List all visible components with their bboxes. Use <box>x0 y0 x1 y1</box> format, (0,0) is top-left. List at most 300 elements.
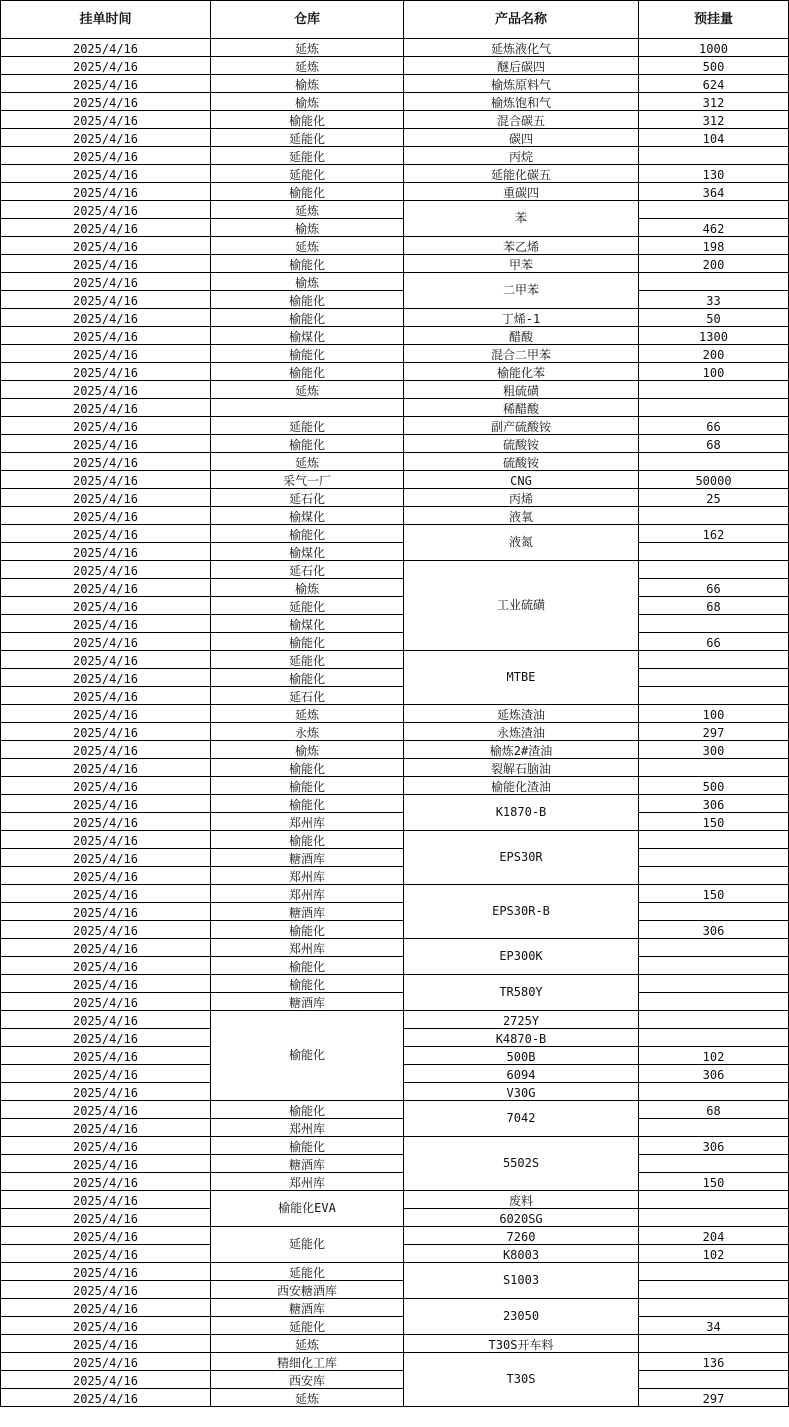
cell-date: 2025/4/16 <box>1 75 211 93</box>
cell-warehouse: 延炼 <box>211 1335 404 1353</box>
table-row <box>1 1353 789 1371</box>
cell-quantity <box>639 957 789 975</box>
cell-quantity <box>639 849 789 867</box>
cell-warehouse: 榆能化 <box>211 795 404 813</box>
cell-quantity: 25 <box>639 489 789 507</box>
column-header-warehouse: 仓库 <box>211 1 404 39</box>
column-header-product: 产品名称 <box>404 1 639 39</box>
cell-warehouse: 榆能化 <box>211 975 404 993</box>
table-row <box>1 741 789 759</box>
table-row <box>1 687 789 705</box>
cell-quantity <box>639 1029 789 1047</box>
table-row <box>1 903 789 921</box>
cell-quantity <box>639 939 789 957</box>
cell-quantity: 200 <box>639 255 789 273</box>
cell-warehouse: 榆能化 <box>211 957 404 975</box>
cell-quantity: 306 <box>639 921 789 939</box>
table-row <box>1 795 789 813</box>
cell-date: 2025/4/16 <box>1 543 211 561</box>
cell-product: 永炼渣油 <box>404 723 639 741</box>
cell-warehouse: 榆能化 <box>211 363 404 381</box>
table-row <box>1 705 789 723</box>
cell-date: 2025/4/16 <box>1 597 211 615</box>
table-row <box>1 363 789 381</box>
cell-warehouse: 榆煤化 <box>211 327 404 345</box>
cell-date: 2025/4/16 <box>1 435 211 453</box>
table-row <box>1 165 789 183</box>
cell-product: 苯乙烯 <box>404 237 639 255</box>
cell-warehouse: 郑州库 <box>211 1119 404 1137</box>
cell-quantity <box>639 1119 789 1137</box>
cell-warehouse: 榆能化 <box>211 777 404 795</box>
cell-warehouse: 延石化 <box>211 687 404 705</box>
cell-date: 2025/4/16 <box>1 723 211 741</box>
cell-warehouse: 榆能化 <box>211 345 404 363</box>
cell-product: 醋酸 <box>404 327 639 345</box>
cell-warehouse: 延能化 <box>211 597 404 615</box>
cell-warehouse: 榆炼 <box>211 579 404 597</box>
cell-quantity <box>639 453 789 471</box>
cell-date: 2025/4/16 <box>1 1065 211 1083</box>
cell-quantity <box>639 1281 789 1299</box>
cell-warehouse: 延炼 <box>211 1389 404 1407</box>
cell-product: 榆炼原料气 <box>404 75 639 93</box>
cell-quantity: 300 <box>639 741 789 759</box>
cell-quantity: 68 <box>639 435 789 453</box>
cell-quantity <box>639 1083 789 1101</box>
cell-quantity: 102 <box>639 1047 789 1065</box>
cell-warehouse: 榆煤化 <box>211 615 404 633</box>
cell-date: 2025/4/16 <box>1 687 211 705</box>
cell-date: 2025/4/16 <box>1 417 211 435</box>
cell-quantity: 312 <box>639 93 789 111</box>
cell-date: 2025/4/16 <box>1 561 211 579</box>
cell-date: 2025/4/16 <box>1 795 211 813</box>
cell-product: 榆能化渣油 <box>404 777 639 795</box>
cell-product: 5502S <box>404 1137 639 1191</box>
table-row <box>1 273 789 291</box>
cell-product: K1870-B <box>404 795 639 831</box>
table-row <box>1 777 789 795</box>
cell-date: 2025/4/16 <box>1 363 211 381</box>
table-row <box>1 921 789 939</box>
cell-quantity <box>639 903 789 921</box>
cell-date: 2025/4/16 <box>1 579 211 597</box>
table-row <box>1 489 789 507</box>
table-row <box>1 579 789 597</box>
cell-warehouse: 延能化 <box>211 417 404 435</box>
cell-date: 2025/4/16 <box>1 921 211 939</box>
cell-warehouse: 郑州库 <box>211 813 404 831</box>
cell-date: 2025/4/16 <box>1 237 211 255</box>
cell-warehouse: 延能化 <box>211 129 404 147</box>
cell-product: 副产硫酸铵 <box>404 417 639 435</box>
cell-warehouse: 郑州库 <box>211 1173 404 1191</box>
cell-quantity: 34 <box>639 1317 789 1335</box>
table-row <box>1 399 789 417</box>
cell-date: 2025/4/16 <box>1 39 211 57</box>
cell-product: 重碳四 <box>404 183 639 201</box>
table-row <box>1 1191 789 1209</box>
cell-date: 2025/4/16 <box>1 1317 211 1335</box>
table-row <box>1 57 789 75</box>
cell-product: 苯 <box>404 201 639 237</box>
cell-warehouse: 延石化 <box>211 489 404 507</box>
cell-product: 裂解石脑油 <box>404 759 639 777</box>
cell-product: 液氧 <box>404 507 639 525</box>
table-row <box>1 1137 789 1155</box>
cell-date: 2025/4/16 <box>1 777 211 795</box>
table-row <box>1 1263 789 1281</box>
table-row <box>1 417 789 435</box>
cell-date: 2025/4/16 <box>1 867 211 885</box>
cell-date: 2025/4/16 <box>1 705 211 723</box>
cell-warehouse: 延能化 <box>211 1317 404 1335</box>
cell-warehouse: 榆能化 <box>211 921 404 939</box>
cell-warehouse: 延炼 <box>211 381 404 399</box>
cell-quantity: 66 <box>639 633 789 651</box>
cell-quantity: 200 <box>639 345 789 363</box>
cell-product: 500B <box>404 1047 639 1065</box>
cell-quantity <box>639 1011 789 1029</box>
table-row <box>1 129 789 147</box>
cell-quantity: 68 <box>639 1101 789 1119</box>
cell-quantity: 306 <box>639 795 789 813</box>
cell-warehouse: 榆能化 <box>211 831 404 849</box>
cell-quantity <box>639 867 789 885</box>
cell-product: 榆能化苯 <box>404 363 639 381</box>
cell-product: 硫酸铵 <box>404 453 639 471</box>
cell-product: EP300K <box>404 939 639 975</box>
cell-warehouse: 榆能化 <box>211 1137 404 1155</box>
cell-warehouse: 糖酒库 <box>211 1155 404 1173</box>
cell-date: 2025/4/16 <box>1 489 211 507</box>
cell-date: 2025/4/16 <box>1 147 211 165</box>
table-body <box>1 39 789 1407</box>
cell-date: 2025/4/16 <box>1 831 211 849</box>
cell-date: 2025/4/16 <box>1 453 211 471</box>
cell-date: 2025/4/16 <box>1 273 211 291</box>
table-row <box>1 1011 789 1029</box>
table-row <box>1 1371 789 1389</box>
cell-quantity <box>639 561 789 579</box>
table-row <box>1 255 789 273</box>
cell-warehouse: 榆能化 <box>211 525 404 543</box>
cell-date: 2025/4/16 <box>1 1263 211 1281</box>
cell-quantity: 306 <box>639 1065 789 1083</box>
cell-quantity <box>639 1371 789 1389</box>
table-row <box>1 615 789 633</box>
cell-date: 2025/4/16 <box>1 957 211 975</box>
cell-date: 2025/4/16 <box>1 993 211 1011</box>
cell-date: 2025/4/16 <box>1 471 211 489</box>
cell-quantity <box>639 759 789 777</box>
cell-date: 2025/4/16 <box>1 651 211 669</box>
cell-quantity: 162 <box>639 525 789 543</box>
table-row <box>1 381 789 399</box>
cell-quantity <box>639 399 789 417</box>
cell-quantity: 66 <box>639 579 789 597</box>
cell-date: 2025/4/16 <box>1 507 211 525</box>
table-row <box>1 723 789 741</box>
cell-quantity: 297 <box>639 1389 789 1407</box>
cell-warehouse: 榆能化 <box>211 309 404 327</box>
cell-quantity: 66 <box>639 417 789 435</box>
table-row <box>1 849 789 867</box>
cell-date: 2025/4/16 <box>1 201 211 219</box>
table-row <box>1 201 789 219</box>
cell-date: 2025/4/16 <box>1 669 211 687</box>
cell-quantity <box>639 273 789 291</box>
cell-warehouse: 糖酒库 <box>211 993 404 1011</box>
cell-quantity <box>639 147 789 165</box>
cell-warehouse: 榆能化 <box>211 111 404 129</box>
cell-warehouse: 榆能化EVA <box>211 1191 404 1227</box>
cell-date: 2025/4/16 <box>1 1227 211 1245</box>
cell-quantity <box>639 1209 789 1227</box>
cell-product: 榆炼饱和气 <box>404 93 639 111</box>
cell-product: 粗硫磺 <box>404 381 639 399</box>
cell-quantity <box>639 651 789 669</box>
cell-quantity: 306 <box>639 1137 789 1155</box>
column-header-quantity: 预挂量 <box>639 1 789 39</box>
cell-product: 延炼渣油 <box>404 705 639 723</box>
table-row <box>1 327 789 345</box>
cell-date: 2025/4/16 <box>1 525 211 543</box>
cell-date: 2025/4/16 <box>1 939 211 957</box>
cell-date: 2025/4/16 <box>1 1371 211 1389</box>
cell-warehouse: 采气一厂 <box>211 471 404 489</box>
cell-product: TR580Y <box>404 975 639 1011</box>
cell-quantity <box>639 1191 789 1209</box>
cell-quantity: 500 <box>639 777 789 795</box>
cell-quantity <box>639 975 789 993</box>
cell-product: 延炼液化气 <box>404 39 639 57</box>
cell-date: 2025/4/16 <box>1 1245 211 1263</box>
table-row <box>1 813 789 831</box>
table-row <box>1 291 789 309</box>
cell-quantity: 1300 <box>639 327 789 345</box>
cell-quantity <box>639 615 789 633</box>
cell-warehouse: 榆能化 <box>211 255 404 273</box>
cell-quantity <box>639 1299 789 1317</box>
table-row <box>1 471 789 489</box>
cell-quantity <box>639 993 789 1011</box>
table-row <box>1 111 789 129</box>
table-row <box>1 75 789 93</box>
cell-warehouse: 糖酒库 <box>211 849 404 867</box>
cell-warehouse: 延能化 <box>211 147 404 165</box>
cell-quantity: 198 <box>639 237 789 255</box>
cell-date: 2025/4/16 <box>1 1137 211 1155</box>
cell-product: 碳四 <box>404 129 639 147</box>
cell-quantity: 500 <box>639 57 789 75</box>
table-row <box>1 147 789 165</box>
cell-date: 2025/4/16 <box>1 1299 211 1317</box>
cell-product: 丁烯-1 <box>404 309 639 327</box>
cell-product: 混合碳五 <box>404 111 639 129</box>
cell-quantity <box>639 1155 789 1173</box>
cell-quantity: 297 <box>639 723 789 741</box>
cell-product: 榆炼2#渣油 <box>404 741 639 759</box>
cell-product: 混合二甲苯 <box>404 345 639 363</box>
table-row <box>1 975 789 993</box>
cell-warehouse: 延炼 <box>211 237 404 255</box>
cell-quantity: 364 <box>639 183 789 201</box>
cell-quantity <box>639 543 789 561</box>
cell-date: 2025/4/16 <box>1 345 211 363</box>
cell-warehouse: 榆能化 <box>211 183 404 201</box>
cell-product: T30S <box>404 1353 639 1407</box>
cell-date: 2025/4/16 <box>1 1281 211 1299</box>
cell-quantity: 104 <box>639 129 789 147</box>
cell-quantity: 136 <box>639 1353 789 1371</box>
cell-warehouse: 榆能化 <box>211 1011 404 1101</box>
cell-quantity <box>639 687 789 705</box>
cell-quantity <box>639 201 789 219</box>
cell-product: 硫酸铵 <box>404 435 639 453</box>
cell-date: 2025/4/16 <box>1 111 211 129</box>
cell-warehouse: 西安库 <box>211 1371 404 1389</box>
cell-date: 2025/4/16 <box>1 1119 211 1137</box>
table-row <box>1 507 789 525</box>
table-row <box>1 633 789 651</box>
cell-date: 2025/4/16 <box>1 309 211 327</box>
cell-product: 7042 <box>404 1101 639 1137</box>
cell-date: 2025/4/16 <box>1 165 211 183</box>
cell-date: 2025/4/16 <box>1 291 211 309</box>
cell-warehouse: 延炼 <box>211 705 404 723</box>
table-row <box>1 309 789 327</box>
table-row <box>1 561 789 579</box>
cell-date: 2025/4/16 <box>1 1353 211 1371</box>
cell-quantity: 100 <box>639 363 789 381</box>
cell-warehouse: 榆能化 <box>211 759 404 777</box>
cell-warehouse: 永炼 <box>211 723 404 741</box>
cell-warehouse: 延能化 <box>211 1263 404 1281</box>
cell-quantity <box>639 1263 789 1281</box>
cell-warehouse: 延石化 <box>211 561 404 579</box>
cell-date: 2025/4/16 <box>1 183 211 201</box>
cell-product: MTBE <box>404 651 639 705</box>
cell-product: 延能化碳五 <box>404 165 639 183</box>
cell-quantity: 150 <box>639 1173 789 1191</box>
cell-date: 2025/4/16 <box>1 381 211 399</box>
cell-product: 2725Y <box>404 1011 639 1029</box>
cell-date: 2025/4/16 <box>1 93 211 111</box>
cell-quantity: 1000 <box>639 39 789 57</box>
cell-warehouse: 榆炼 <box>211 219 404 237</box>
table-row <box>1 939 789 957</box>
cell-product: 7260 <box>404 1227 639 1245</box>
cell-date: 2025/4/16 <box>1 849 211 867</box>
table-row <box>1 543 789 561</box>
cell-product: 丙烷 <box>404 147 639 165</box>
table-row <box>1 651 789 669</box>
cell-quantity: 68 <box>639 597 789 615</box>
cell-warehouse: 榆炼 <box>211 93 404 111</box>
cell-quantity <box>639 507 789 525</box>
table-row <box>1 993 789 1011</box>
cell-date: 2025/4/16 <box>1 255 211 273</box>
cell-date: 2025/4/16 <box>1 741 211 759</box>
cell-warehouse: 榆能化 <box>211 291 404 309</box>
cell-product: EPS30R <box>404 831 639 885</box>
cell-warehouse: 糖酒库 <box>211 903 404 921</box>
cell-product: 23050 <box>404 1299 639 1335</box>
cell-warehouse: 榆能化 <box>211 633 404 651</box>
cell-product: 甲苯 <box>404 255 639 273</box>
table-row <box>1 597 789 615</box>
table-row <box>1 759 789 777</box>
cell-warehouse: 延炼 <box>211 39 404 57</box>
cell-date: 2025/4/16 <box>1 1389 211 1407</box>
cell-warehouse: 延能化 <box>211 1227 404 1263</box>
cell-date: 2025/4/16 <box>1 633 211 651</box>
cell-warehouse: 延炼 <box>211 453 404 471</box>
cell-quantity: 150 <box>639 885 789 903</box>
cell-date: 2025/4/16 <box>1 1191 211 1209</box>
cell-warehouse: 郑州库 <box>211 867 404 885</box>
cell-date: 2025/4/16 <box>1 129 211 147</box>
cell-product: 6094 <box>404 1065 639 1083</box>
cell-quantity: 130 <box>639 165 789 183</box>
header-row <box>1 1 789 39</box>
cell-warehouse: 延炼 <box>211 57 404 75</box>
table-row <box>1 1227 789 1245</box>
cell-date: 2025/4/16 <box>1 57 211 75</box>
table-row <box>1 183 789 201</box>
cell-quantity: 50 <box>639 309 789 327</box>
cell-product: 6020SG <box>404 1209 639 1227</box>
cell-quantity: 102 <box>639 1245 789 1263</box>
cell-date: 2025/4/16 <box>1 1083 211 1101</box>
cell-warehouse <box>211 399 404 417</box>
cell-warehouse: 榆煤化 <box>211 507 404 525</box>
cell-date: 2025/4/16 <box>1 327 211 345</box>
cell-product: K8003 <box>404 1245 639 1263</box>
cell-quantity: 150 <box>639 813 789 831</box>
table-row <box>1 1173 789 1191</box>
cell-warehouse: 西安糖酒库 <box>211 1281 404 1299</box>
cell-product: T30S开车料 <box>404 1335 639 1353</box>
cell-warehouse: 延炼 <box>211 201 404 219</box>
cell-warehouse: 延能化 <box>211 651 404 669</box>
cell-warehouse: 榆能化 <box>211 669 404 687</box>
cell-product: 醚后碳四 <box>404 57 639 75</box>
cell-quantity: 33 <box>639 291 789 309</box>
column-header-date: 挂单时间 <box>1 1 211 39</box>
cell-quantity: 100 <box>639 705 789 723</box>
table-row <box>1 1101 789 1119</box>
cell-date: 2025/4/16 <box>1 903 211 921</box>
cell-warehouse: 精细化工库 <box>211 1353 404 1371</box>
cell-date: 2025/4/16 <box>1 1101 211 1119</box>
table-row <box>1 669 789 687</box>
cell-quantity <box>639 1335 789 1353</box>
table-row <box>1 1155 789 1173</box>
cell-product: EPS30R-B <box>404 885 639 939</box>
cell-date: 2025/4/16 <box>1 1173 211 1191</box>
cell-warehouse: 榆煤化 <box>211 543 404 561</box>
cell-product: 工业硫磺 <box>404 561 639 651</box>
cell-warehouse: 郑州库 <box>211 885 404 903</box>
cell-date: 2025/4/16 <box>1 219 211 237</box>
cell-product: K4870-B <box>404 1029 639 1047</box>
cell-warehouse: 榆炼 <box>211 273 404 291</box>
cell-quantity: 462 <box>639 219 789 237</box>
cell-date: 2025/4/16 <box>1 975 211 993</box>
